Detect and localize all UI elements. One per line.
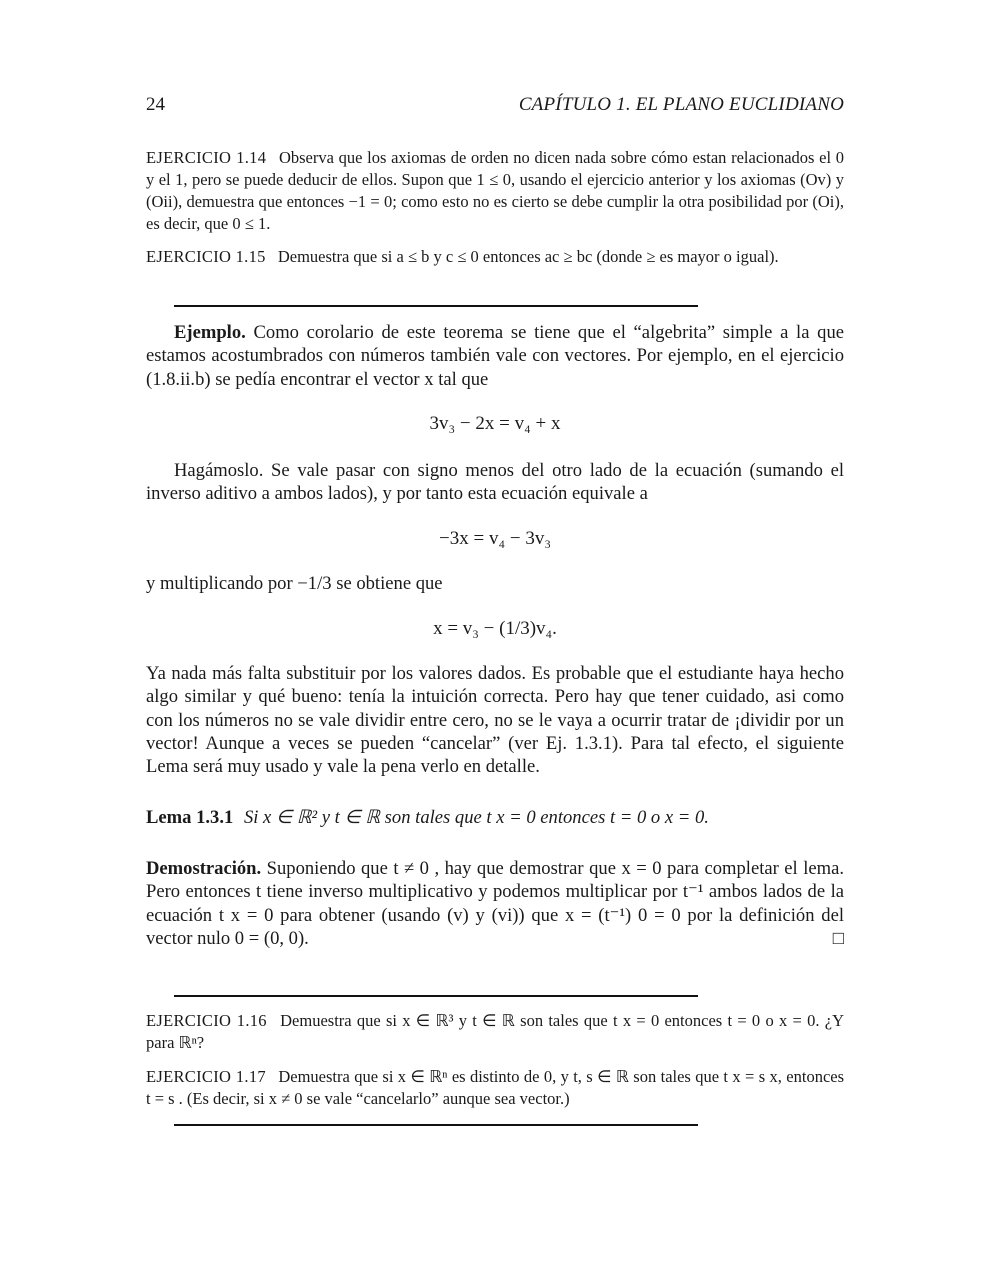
page-header bbox=[146, 94, 844, 118]
page-number: 24 bbox=[146, 94, 165, 115]
exercise-text: Demuestra que si a ≤ b y c ≤ 0 entonces ac ≥ bc (donde ≥ es mayor o igual). bbox=[277, 247, 779, 266]
equation-1: 3v₃ − 2x = v₄ + x bbox=[429, 413, 561, 434]
equation-2: −3x = v₄ − 3v₃ bbox=[439, 528, 551, 549]
lemma bbox=[146, 806, 844, 829]
lemma-text: Si x ∈ ℝ² y t ∈ ℝ son tales que t x = 0 entonces t = 0 o x = 0. bbox=[243, 807, 709, 828]
exercise-1-14 bbox=[146, 147, 844, 235]
section-rule-bottom bbox=[174, 1124, 698, 1126]
proof bbox=[146, 857, 844, 950]
exercise-label: EJERCICIO 1.16 bbox=[146, 1011, 267, 1030]
exercise-text: Observa que los axiomas de orden no dicen nada sobre cómo estan relacionados el 0 y el 1, pero se puede deducir de ellos. Supon que 1 ≤ 0, usando el ejercicio anterior y los axiomas (Ov) y (Oii), demuestra que entonces −1 = 0; como esto no es cierto se debe cumplir la otra posibilidad por (Oi), es decir, que 0 ≤ 1. bbox=[146, 148, 845, 233]
example-paragraph-2: Hagámoslo. Se vale pasar con signo menos del otro lado de la ecuación (sumando el inverso aditivo a ambos lados), y por tanto esta ecuación equivale a bbox=[146, 460, 844, 505]
example-paragraph-3: y multiplicando por −1/3 se obtiene que bbox=[146, 573, 443, 594]
exercise-1-15 bbox=[146, 246, 844, 268]
exercise-text: Demuestra que si x ∈ ℝ³ y t ∈ ℝ son tales que t x = 0 entonces t = 0 o x = 0. ¿Y para ℝⁿ? bbox=[146, 1011, 844, 1052]
section-rule-middle bbox=[174, 995, 698, 997]
exercise-text: Demuestra que si x ∈ ℝⁿ es distinto de 0, y t, s ∈ ℝ son tales que t x = s x, entonces t = s . (Es decir, si x ≠ 0 se vale “cancelarlo” aunque sea vector.) bbox=[146, 1067, 845, 1108]
example-title: Ejemplo. bbox=[174, 322, 246, 343]
exercise-1-17 bbox=[146, 1066, 844, 1110]
example-paragraph-1 bbox=[146, 321, 844, 391]
example-text-1: Como corolario de este teorema se tiene que el “algebrita” simple a la que estamos acostumbrados con números también vale con vectores. Por ejemplo, en el ejercicio (1.8.ii.b) se pedía encontrar el vector x tal que bbox=[146, 322, 844, 390]
proof-label: Demostración. bbox=[146, 858, 262, 879]
equation-3: x = v₃ − (1/3)v₄. bbox=[433, 618, 557, 639]
chapter-title: CAPÍTULO 1. EL PLANO EUCLIDIANO bbox=[518, 94, 844, 115]
proof-text: Suponiendo que t ≠ 0 , hay que demostrar que x = 0 para completar el lema. Pero entonces t tiene inverso multiplicativo y podemos multiplicar por t⁻¹ ambos lados de la ecuación t x = 0 para obtener (usando (v) y (vi)) que x = (t⁻¹) 0 = 0 por la definición del vector nulo 0 = (0, 0). bbox=[146, 858, 844, 949]
exercise-1-16 bbox=[146, 1010, 844, 1054]
example-paragraph-4: Ya nada más falta substituir por los valores dados. Es probable que el estudiante haya hecho algo similar y qué bueno: tenía la intuición correcta. Pero hay que tener cuidado, asi como con los números no se vale dividir entre cero, no se le vaya a ocurrir tratar de ¡dividir por un vector! Aunque a veces se pueden “cancelar” (ver Ej. 1.3.1). Para tal efecto, el siguiente Lema será muy usado y vale la pena verlo en detalle. bbox=[146, 663, 844, 778]
section-rule-top bbox=[174, 305, 698, 307]
lemma-label: Lema 1.3.1 bbox=[146, 807, 234, 828]
exercise-label: EJERCICIO 1.14 bbox=[146, 148, 267, 167]
exercise-label: EJERCICIO 1.15 bbox=[146, 247, 266, 266]
qed-symbol: □ bbox=[832, 927, 844, 949]
exercise-label: EJERCICIO 1.17 bbox=[146, 1067, 266, 1086]
